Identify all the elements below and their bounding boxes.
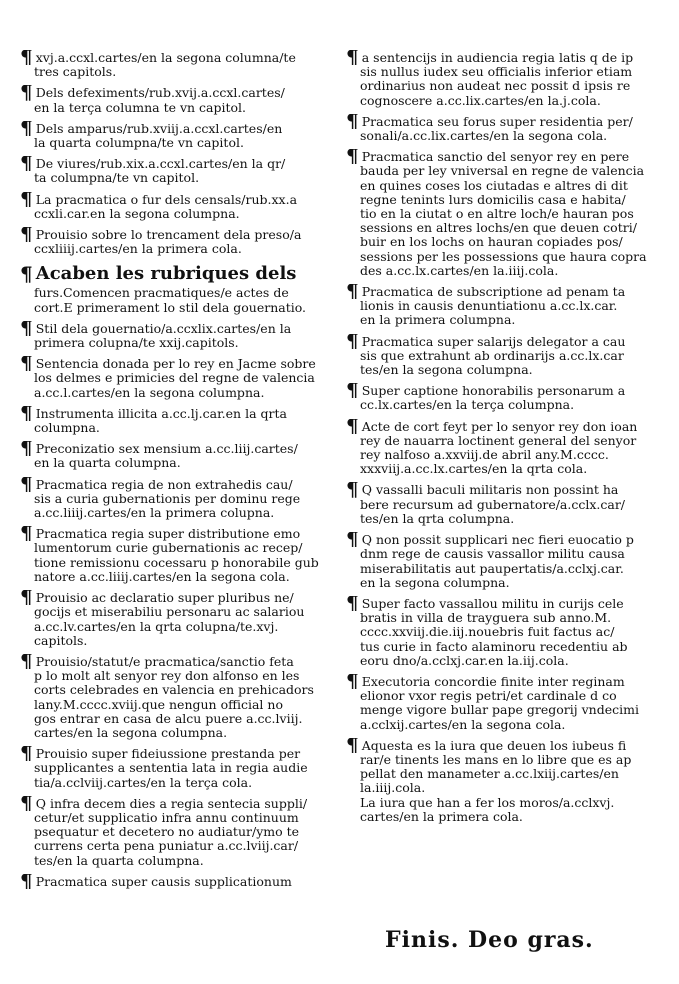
- pilcrow-icon: ¶: [20, 653, 33, 670]
- list-item: [20, 121, 320, 150]
- entry-line: capitols.: [34, 633, 88, 648]
- entry-line: cc.lx.cartes/en la terça columpna.: [360, 398, 575, 413]
- entry-line: a.cc.l.cartes/en la segona columpna.: [34, 385, 265, 400]
- entry-line: natore a.cc.liiij.cartes/en la segona cola.: [34, 569, 290, 584]
- entry-line: currens certa pena puniatur a.cc.lviij.car/: [34, 839, 299, 854]
- entry-text: Q vassalli baculi militaris non possint ha: [361, 482, 619, 498]
- pilcrow-icon: ¶: [20, 795, 33, 811]
- entry-text: Super facto vassallou militu in curijs cele: [361, 595, 624, 611]
- entry-line: cccc.xxviij.die.iij.nouebris fuit factus ac/: [360, 625, 615, 640]
- entry-line: supplicantes a sententia lata in regia audie: [34, 761, 308, 776]
- entry-line: [20, 441, 320, 456]
- entry-text: Aquesta es la iura que deuen los iubeus fi: [361, 737, 627, 753]
- entry-line: tus curie in facto alaminoru recedentiu ab: [360, 639, 628, 654]
- section-body-line: cort.E primerament lo stil dela gouernatio.: [34, 300, 307, 315]
- entry-line: tia/a.cclviij.cartes/en la terça cola.: [34, 775, 253, 790]
- list-item: [20, 85, 320, 114]
- entry-text: De viures/rub.xix.a.ccxl.cartes/en la qr/: [35, 156, 286, 172]
- entry-text: Pracmatica regia super distributione emo: [35, 526, 301, 542]
- list-item: [346, 284, 656, 328]
- entry-line: La iura que han a fer los moros/a.cclxvj.: [360, 795, 615, 810]
- list-item: [20, 406, 320, 435]
- entry-line: tres capitols.: [34, 65, 117, 80]
- pilcrow-icon: ¶: [346, 333, 359, 349]
- entry-line: [20, 796, 320, 811]
- entry-line: [346, 532, 656, 547]
- list-item: [20, 227, 320, 256]
- pilcrow-icon: ¶: [20, 590, 33, 606]
- pilcrow-icon: ¶: [20, 320, 33, 337]
- entry-line: en la primera columpna.: [360, 313, 516, 328]
- entry-line: cognoscere a.cc.lix.cartes/en la.j.cola.: [360, 93, 601, 108]
- entry-line: buir en los lochs on hauran copiades pos/: [360, 235, 623, 250]
- entry-line: lumentorum curie gubernationis ac recep/: [34, 541, 303, 556]
- entry-line: sessions per les possessions que haura copra: [360, 249, 647, 264]
- pilcrow-icon: ¶: [20, 262, 33, 287]
- entry-line: miserabilitatis aut paupertatis/a.cclxj.car.: [360, 561, 624, 576]
- pilcrow-icon: ¶: [20, 356, 33, 372]
- entry-text: Super captione honorabilis personarum a: [361, 383, 626, 399]
- entry-line: a.cclxij.cartes/en la segona cola.: [360, 717, 566, 732]
- entry-line: tione remissionu cocessaru p honorabile gub: [34, 555, 319, 570]
- entry-line: primera colupna/te xxij.capitols.: [34, 336, 239, 351]
- entry-line: [346, 674, 656, 689]
- section-body: [20, 286, 320, 314]
- pilcrow-icon: ¶: [346, 50, 359, 66]
- entry-text: Pracmatica sanctio del senyor rey en pere: [361, 149, 630, 165]
- entry-text: Stil dela gouernatio/a.ccxlix.cartes/en la: [35, 320, 292, 336]
- entry-line: ta columpna/te vn capitol.: [34, 171, 200, 186]
- entry-line: [346, 482, 656, 497]
- entry-line: regne tenints lurs domicilis casa e habita/: [360, 192, 626, 207]
- list-item: [20, 874, 320, 889]
- entry-line: [346, 419, 656, 434]
- pilcrow-icon: ¶: [346, 532, 359, 548]
- entry-line: elionor vxor regis petri/et cardinale d co: [360, 689, 617, 704]
- entry-line: eoru dno/a.cclxj.car.en la.iij.cola.: [360, 653, 569, 668]
- entry-line: lionis in causis denuntiationu a.cc.lx.car.: [360, 299, 618, 314]
- entry-text: a sentencijs in audiencia regia latis q de ip: [361, 50, 634, 65]
- entry-text: xvj.a.ccxl.cartes/en la segona columna/te: [35, 50, 296, 65]
- list-item: [346, 334, 656, 378]
- left-column: [20, 50, 320, 895]
- entry-line: cartes/en la segona columpna.: [34, 725, 228, 740]
- entry-line: [346, 114, 656, 129]
- list-item: [346, 596, 656, 668]
- pilcrow-icon: ¶: [20, 405, 33, 422]
- pilcrow-icon: ¶: [20, 746, 33, 762]
- pilcrow-icon: ¶: [346, 383, 359, 399]
- section-heading: Acaben les rubriques dels: [35, 263, 297, 285]
- entry-line: en quines coses los ciutadas e altres di dit: [360, 178, 628, 193]
- entry-line: sis nullus iudex seu officialis inferior etiam: [360, 65, 633, 80]
- entry-line: sessions en altres lochs/en que deuen cotri/: [360, 221, 637, 236]
- pilcrow-icon: ¶: [20, 191, 33, 207]
- entry-line: [346, 596, 656, 611]
- right-column: [346, 50, 656, 830]
- entry-line: tes/en la qrta columpna.: [360, 511, 515, 526]
- entry-text: La pracmatica o fur dels censals/rub.xx.a: [35, 191, 298, 207]
- entry-text: Pracmatica de subscriptione ad penam ta: [361, 284, 626, 300]
- entry-text: Prouisio sobre lo trencament dela preso/a: [35, 227, 302, 243]
- entry-line: [20, 746, 320, 761]
- pilcrow-icon: ¶: [346, 482, 359, 498]
- entry-line: tes/en la segona columpna.: [360, 363, 533, 378]
- entry-line: bratis in villa de trayguera sub anno.M.: [360, 611, 612, 626]
- entry-line: p lo molt alt senyor rey don alfonso en les: [34, 669, 300, 684]
- pilcrow-icon: ¶: [20, 156, 33, 172]
- entry-line: [20, 121, 320, 136]
- list-item: [20, 50, 320, 79]
- list-item: [346, 738, 656, 824]
- pilcrow-icon: ¶: [20, 120, 33, 137]
- entry-line: lany.M.cccc.xviij.que nengun official no: [34, 697, 283, 712]
- pilcrow-icon: ¶: [346, 284, 359, 300]
- entry-line: [20, 477, 320, 492]
- list-item: [20, 441, 320, 470]
- entry-text: Prouisio super fideiussione prestanda per: [35, 746, 301, 762]
- entry-line: [20, 50, 320, 65]
- entry-line: corts celebrades en valencia en prehicadors: [34, 683, 314, 698]
- pilcrow-icon: ¶: [346, 595, 359, 612]
- entry-text: Instrumenta illicita a.cc.lj.car.en la qrta: [35, 405, 287, 421]
- pilcrow-icon: ¶: [20, 85, 33, 101]
- entry-line: sis que extrahunt ab ordinarijs a.cc.lx.car: [360, 348, 624, 363]
- entry-line: los delmes e primicies del regne de valencia: [34, 371, 315, 386]
- pilcrow-icon: ¶: [20, 526, 33, 542]
- entry-line: sis a curia gubernationis per dominu rege: [34, 491, 301, 506]
- entry-line: cetur/et supplicatio infra annu continuum: [34, 810, 299, 825]
- entry-line: [20, 156, 320, 171]
- entry-text: Pracmatica super causis supplicationum: [35, 873, 292, 889]
- entry-line: xxxviij.a.cc.lx.cartes/en la qrta cola.: [360, 462, 588, 477]
- entry-line: gos entrar en casa de alcu puere a.cc.lviij.: [34, 711, 303, 726]
- entry-line: tio en la ciutat o en altre loch/e hauran pos: [360, 207, 634, 222]
- pilcrow-icon: ¶: [346, 149, 359, 165]
- entry-line: a.cc.liiij.cartes/en la primera colupna.: [34, 506, 275, 521]
- entry-line: cartes/en la primera cola.: [360, 809, 523, 824]
- entry-text: Dels amparus/rub.xviij.a.ccxl.cartes/en: [35, 120, 283, 136]
- entry-line: ccxli.car.en la segona columpna.: [34, 206, 240, 221]
- section-heading-block: [20, 264, 320, 314]
- entry-line: la quarta columpna/te vn capitol.: [34, 136, 244, 151]
- colophon: Finis. Deo gras.: [385, 927, 594, 953]
- list-item: [20, 156, 320, 185]
- entry-line: rey de nauarra loctinent general del senyor: [360, 433, 637, 448]
- entry-line: en la terça columna te vn capitol.: [34, 100, 247, 115]
- entry-line: pellat den manameter a.cc.lxiij.cartes/en: [360, 767, 619, 782]
- list-item: [20, 192, 320, 221]
- entry-line: ordinarius non audeat nec possit d ipsis re: [360, 79, 631, 94]
- list-item: [346, 532, 656, 590]
- entry-line: [20, 85, 320, 100]
- entry-line: [20, 227, 320, 242]
- pilcrow-icon: ¶: [20, 476, 33, 492]
- entry-line: tes/en la quarta columpna.: [34, 853, 204, 868]
- list-item: [346, 419, 656, 477]
- list-item: [346, 114, 656, 143]
- entry-line: dnm rege de causis vassallor militu causa: [360, 547, 625, 562]
- entry-line: en la quarta columpna.: [34, 456, 181, 471]
- pilcrow-icon: ¶: [346, 418, 359, 434]
- pilcrow-icon: ¶: [346, 673, 359, 690]
- entry-line: sonali/a.cc.lix.cartes/en la segona cola.: [360, 129, 608, 144]
- list-item: [346, 482, 656, 526]
- entry-line: ccxliiij.cartes/en la primera cola.: [34, 242, 242, 257]
- entry-text: Q infra decem dies a regia sentecia suppli/: [35, 795, 308, 811]
- entry-text: Acte de cort feyt per lo senyor rey don ioan: [361, 418, 638, 434]
- entry-line: psequatur et decetero no audiatur/ymo te: [34, 825, 300, 840]
- entry-text: Pracmatica seu forus super residentia per/: [361, 113, 633, 129]
- entry-text: Sentencia donada per lo rey en Jacme sobre: [35, 356, 316, 372]
- pilcrow-icon: ¶: [20, 50, 33, 66]
- entry-line: [20, 321, 320, 336]
- list-item: [20, 477, 320, 521]
- list-item: [20, 590, 320, 648]
- entry-line: [346, 738, 656, 753]
- list-item: [20, 321, 320, 350]
- entry-text: Prouisio/statut/e pracmatica/sanctio feta: [35, 653, 294, 669]
- entry-text: Pracmatica regia de non extrahedis cau/: [35, 476, 293, 492]
- entry-line: [20, 654, 320, 669]
- entry-line: bere recursum ad gubernatore/a.cclx.car/: [360, 497, 626, 512]
- pilcrow-icon: ¶: [20, 873, 33, 889]
- list-item: [20, 796, 320, 868]
- entry-text: Prouisio ac declaratio super pluribus ne/: [35, 590, 294, 606]
- entry-line: gocijs et miserabiliu personaru ac salariou: [34, 605, 305, 620]
- list-item: [20, 746, 320, 790]
- entry-line: bauda per ley vniversal en regne de valencia: [360, 164, 645, 179]
- entry-line: [20, 406, 320, 421]
- list-item: [20, 654, 320, 740]
- entry-line: [20, 590, 320, 605]
- list-item: [20, 526, 320, 584]
- entry-line: [20, 192, 320, 207]
- entry-line: [346, 50, 656, 65]
- entry-line: columpna.: [34, 421, 100, 436]
- list-item: [20, 356, 320, 400]
- entry-line: [346, 334, 656, 349]
- entry-line: rar/e tinents les mans en lo libre que es ap: [360, 752, 632, 767]
- pilcrow-icon: ¶: [20, 227, 33, 243]
- entry-text: Pracmatica super salarijs delegator a cau: [361, 333, 626, 349]
- entry-text: Preconizatio sex mensium a.cc.liij.cartes/: [35, 441, 298, 457]
- pilcrow-icon: ¶: [346, 113, 359, 130]
- entry-line: [346, 284, 656, 299]
- list-item: [346, 50, 656, 108]
- section-body-line: furs.Comencen pracmatiques/e actes de: [34, 286, 289, 301]
- entry-line: en la segona columpna.: [360, 575, 510, 590]
- entry-line: la.iiij.cola.: [360, 781, 426, 796]
- list-item: [346, 149, 656, 278]
- entry-line: menge vigore bullar pape gregorij vndecimi: [360, 703, 639, 718]
- entry-line: rey nalfoso a.xxviij.de abril any.M.cccc.: [360, 448, 609, 463]
- entry-text: Dels defeximents/rub.xvij.a.ccxl.cartes/: [35, 85, 285, 101]
- list-item: [346, 674, 656, 732]
- entry-line: a.cc.lv.cartes/en la qrta colupna/te.xvj.: [34, 619, 279, 634]
- pilcrow-icon: ¶: [20, 441, 33, 457]
- entry-line: [20, 874, 320, 889]
- entry-line: [346, 383, 656, 398]
- entry-line: [20, 356, 320, 371]
- list-item: [346, 383, 656, 412]
- entry-line: [346, 149, 656, 164]
- entry-text: Executoria concordie finite inter reginam: [361, 673, 625, 689]
- entry-line: [20, 526, 320, 541]
- pilcrow-icon: ¶: [346, 737, 359, 753]
- entry-text: Q non possit supplicari nec fieri euocatio p: [361, 532, 634, 548]
- entry-line: des a.cc.lx.cartes/en la.iiij.cola.: [360, 263, 559, 278]
